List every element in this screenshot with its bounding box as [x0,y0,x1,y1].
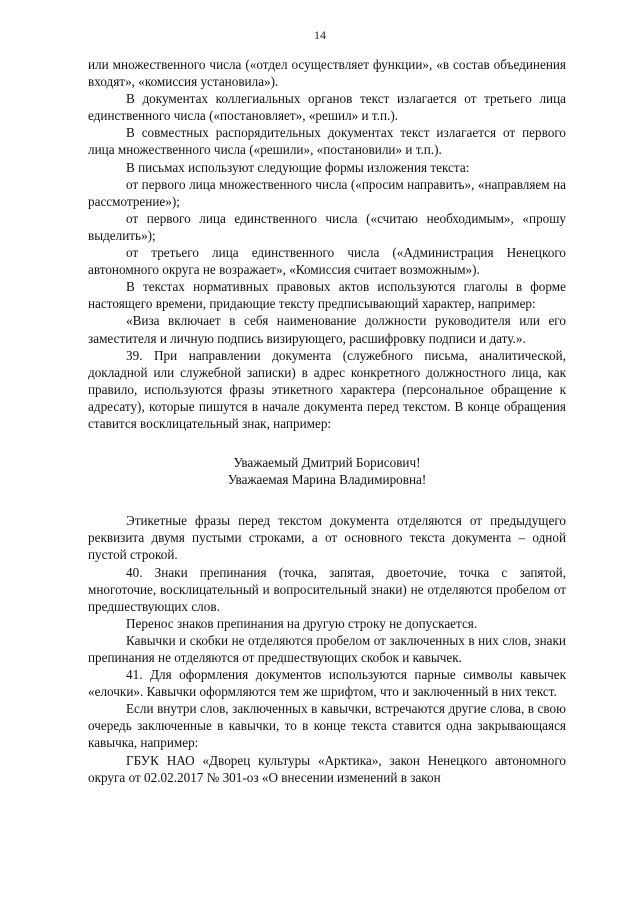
paragraph-p-example: ГБУК НАО «Дворец культуры «Арктика», закон Ненецкого автономного округа от 02.02.2017 № 301-оз «О внесении изменений в закон [88,752,566,785]
paragraph-p-first-singular: от первого лица единственного числа («считаю необходимым», «прошу выделить»); [88,210,566,243]
paragraph-p-normative: В текстах нормативных правовых актов используются глаголы в форме настоящего времени, придающие тексту предписывающий характер, например: [88,279,566,312]
bottom-paragraphs [88,512,566,786]
document-body [88,56,566,786]
paragraph-p-collegial: В документах коллегиальных органов текст излагается от третьего лица единственного числа («постановляет», «решил» и т.п.). [88,91,566,124]
paragraph-p-quotes: Кавычки и скобки не отделяются пробелом от заключенных в них слов, знаки препинания не отделяются от предшествующих скобок и кавычек. [88,632,566,665]
paragraph-p-joint: В совместных распорядительных документах текст излагается от первого лица множественного числа («решили», «постановили» и т.п.). [88,125,566,158]
paragraph-p-etiquette: Этикетные фразы перед текстом документа отделяются от предыдущего реквизита двумя пустыми строками, а от основного текста документа – одной пустой строкой. [88,513,566,563]
paragraph-p-nested: Если внутри слов, заключенных в кавычки, встречаются другие слова, в свою очередь заключенные в кавычки, то в конце текста ставится одна закрывающаяся кавычка, например: [88,701,566,751]
paragraph-p-transfer: Перенос знаков препинания на другую строку не допускается. [126,615,478,631]
paragraph-p-third-singular: от третьего лица единственного числа («Администрация Ненецкого автономного округа не возражает», «Комиссия считает возможным»). [88,245,566,278]
greeting-block [88,454,566,488]
top-paragraphs [88,56,566,432]
page-number: 14 [314,28,326,42]
paragraph-p-letters: В письмах используют следующие формы изложения текста: [126,159,470,175]
paragraph-p-41: 41. Для оформления документов используются парные символы кавычек «елочки». Кавычки оформляются тем же шрифтом, что и заключенный в них текст. [88,667,566,700]
paragraph-p-40: 40. Знаки препинания (точка, запятая, двоеточие, точка с запятой, многоточие, восклицательный и вопросительный знаки) не отделяются пробелом от предшествующих слов. [88,564,566,614]
paragraph-p-visa: «Виза включает в себя наименование должности руководителя или его заместителя и личную подпись визирующего, расшифровку подписи и дату.». [88,313,566,346]
greeting-line-2: Уважаемая Марина Владимировна! [227,472,427,488]
paragraph-p-39: 39. При направлении документа (служебного письма, аналитической, докладной или служебной записки) в адрес конкретного должностного лица, как правило, используются фразы этикетного характера (персональное обращение к адресату), которые пишутся в начале документа перед текстом. В конце обращения ставится восклицательный знак, например: [88,347,566,431]
paragraph-p-cont: или множественного числа («отдел осуществляет функции», «в состав объединения входят», «комиссия установила»). [88,57,566,90]
paragraph-p-first-plural: от первого лица множественного числа («просим направить», «направляем на рассмотрение»); [88,176,566,209]
greeting-line-1: Уважаемый Дмитрий Борисович! [233,455,421,471]
